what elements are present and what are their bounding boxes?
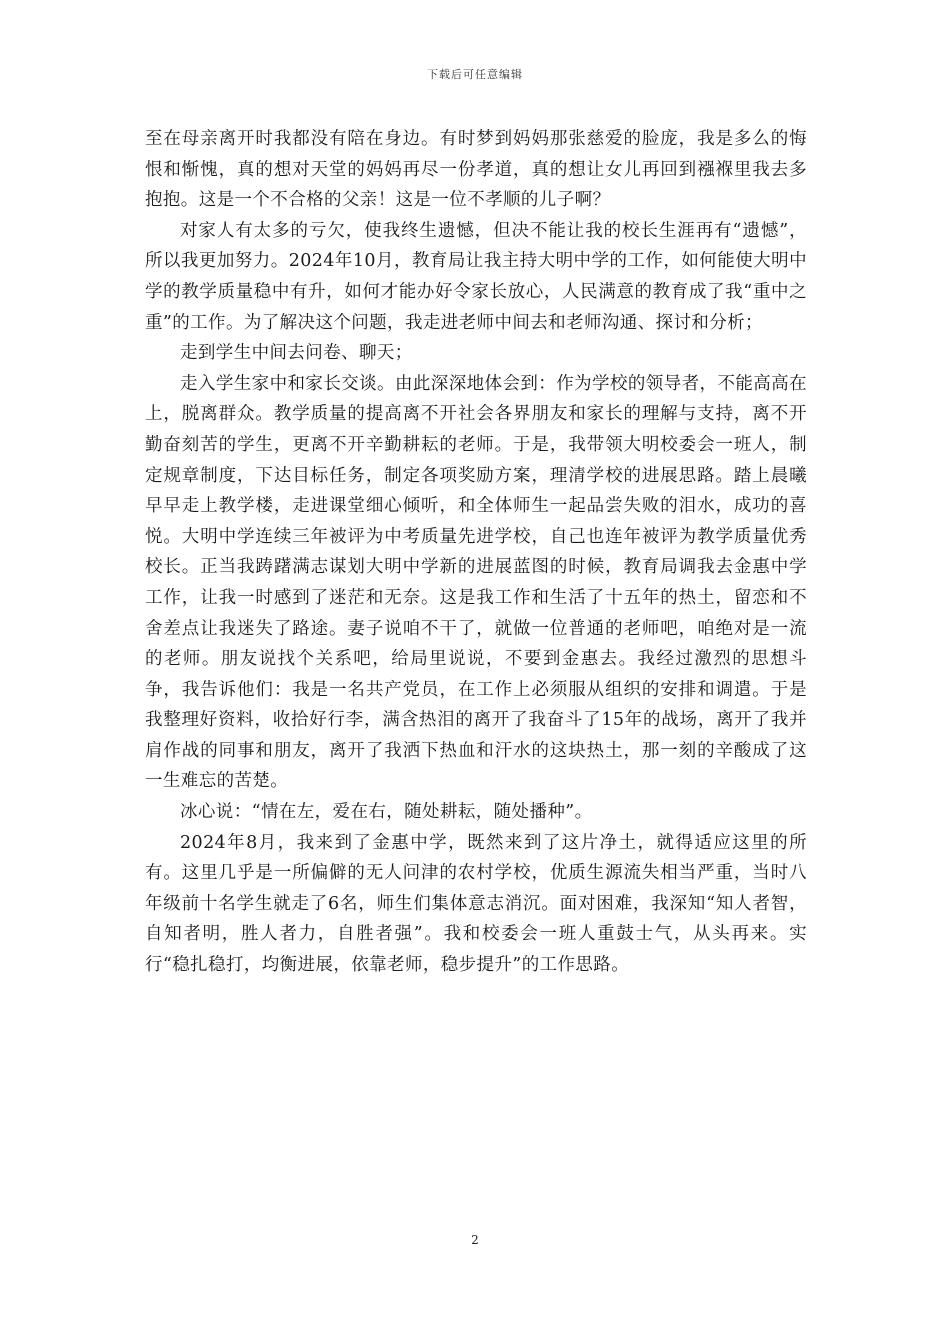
paragraph-5: 冰心说：“情在左，爱在右，随处耕耘，随处播种”。 xyxy=(180,802,593,823)
paragraph-4: 走入学生家中和家长交谈。由此深深地体会到：作为学校的领导者，不能高高在上，脱离群众。教学质量的提高离不开社会各界朋友和家长的理解与支持，离不开勤奋刻苦的学生，更离不开辛勤耕耘的老师。于是，我带领大明校委会一班人，制定规章制度，下达目标任务，制定各项奖励方案，理清学校的进展思路。踏上晨曦早早走上教学楼，走进课堂细心倾听，和全体师生一起品尝失败的泪水，成功的喜悦。大明中学连续三年被评为中考质量先进学校，自己也连年被评为教学质量优秀校长。正当我踌躇满志谋划大明中学新的进展蓝图的时候，教育局调我去金惠中学工作，让我一时感到了迷茫和无奈。这是我工作和生活了十五年的热土，留恋和不舍差点让我迷失了路途。妻子说咱不干了，就做一位普通的老师吧，咱绝对是一流的老师。朋友说找个关系吧，给局里说说，不要到金惠去。我经过激烈的思想斗争，我告诉他们：我是一名共产党员，在工作上必须服从组织的安排和调遣。于是我整理好资料，收拾好行李，满含热泪的离开了我奋斗了15年的战场，离开了我并肩作战的同事和朋友，离开了我洒下热血和汗水的这块热土，那一刻的辛酸成了这一生难忘的苦楚。 xyxy=(145,373,807,792)
paragraph-2: 对家人有太多的亏欠，使我终生遗憾，但决不能让我的校长生涯再有“遗憾”，所以我更加努力。2024年10月，教育局让我主持大明中学的工作，如何能使大明中学的教学质量稳中有升，如何才能办好令家长放心，人民满意的教育成了我“重中之重”的工作。为了解决这个问题，我走进老师中间去和老师沟通、探讨和分析； xyxy=(145,220,807,333)
paragraph-6: 2024年8月，我来到了金惠中学，既然来到了这片净土，就得适应这里的所有。这里几乎是一所偏僻的无人问津的农村学校，优质生源流失相当严重，当时八年级前十名学生就走了6名，师生们集体意志消沉。面对困难，我深知“知人者智，自知者明，胜人者力，自胜者强”。我和校委会一班人重鼓士气，从头再来。实行“稳扎稳打，均衡进展，依靠老师，稳步提升”的工作思路。 xyxy=(145,832,807,976)
page-number: 2 xyxy=(471,1233,479,1247)
document-body xyxy=(145,124,807,981)
paragraph-1: 至在母亲离开时我都没有陪在身边。有时梦到妈妈那张慈爱的脸庞，我是多么的悔恨和惭愧，真的想对天堂的妈妈再尽一份孝道，真的想让女儿再回到襁褓里我去多抱抱。这是一个不合格的父亲！这是一位不孝顺的儿子啊？ xyxy=(145,129,807,211)
paragraph-3: 走到学生中间去问卷、聊天； xyxy=(180,343,413,364)
page-header: 下载后可任意编辑 xyxy=(427,68,523,81)
